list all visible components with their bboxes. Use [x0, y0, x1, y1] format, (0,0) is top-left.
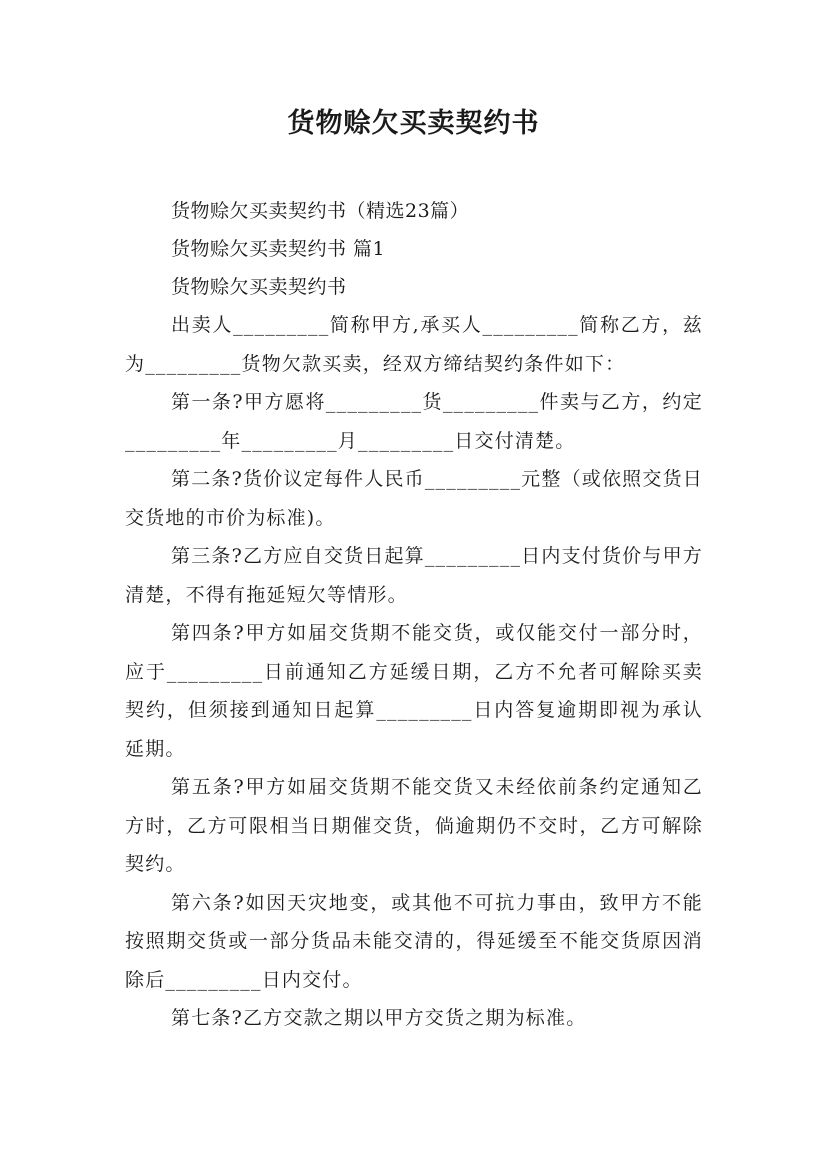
paragraph-article-3: 第三条?乙方应自交货日起算_________日内支付货价与甲方清楚，不得有拖延短欠等情形。: [125, 545, 703, 606]
paragraph-article-6: 第六条?如因天灾地变，或其他不可抗力事由，致甲方不能按照期交货或一部分货品未能交清的，得延缓至不能交货原因消除后_________日内交付。: [125, 891, 703, 991]
paragraph-article-5: 第五条?甲方如届交货期不能交货又未经依前条约定通知乙方时，乙方可限相当日期催交货，倘逾期仍不交时，乙方可解除契约。: [125, 776, 703, 875]
intro-line-chapter: 货物赊欠买卖契约书 篇1: [171, 238, 386, 260]
paragraph-article-7: 第七条?乙方交款之期以甲方交货之期为标准。: [171, 1007, 587, 1029]
paragraph-article-1: 第一条?甲方愿将_________货_________件卖与乙方，约定_________年_________月_________日交付清楚。: [125, 391, 703, 452]
document-title: 货物赊欠买卖契约书: [287, 108, 540, 139]
paragraph-article-4: 第四条?甲方如届交货期不能交货，或仅能交付一部分时，应于_________日前通知乙方延缓日期，乙方不允者可解除买卖契约，但须接到通知日起算_________日内答复逾期即视为承认延期。: [125, 622, 703, 760]
intro-line-collection: 货物赊欠买卖契约书（精选23篇）: [171, 200, 470, 222]
paragraph-article-2: 第二条?货价议定每件人民币_________元整（或依照交货日交货地的市价为标准)。: [125, 468, 703, 529]
intro-line-heading: 货物赊欠买卖契约书: [171, 276, 347, 298]
paragraph-parties: 出卖人_________简称甲方,承买人_________简称乙方，兹为_________货物欠款买卖，经双方缔结契约条件如下：: [125, 314, 703, 375]
document-body: [125, 192, 703, 1038]
